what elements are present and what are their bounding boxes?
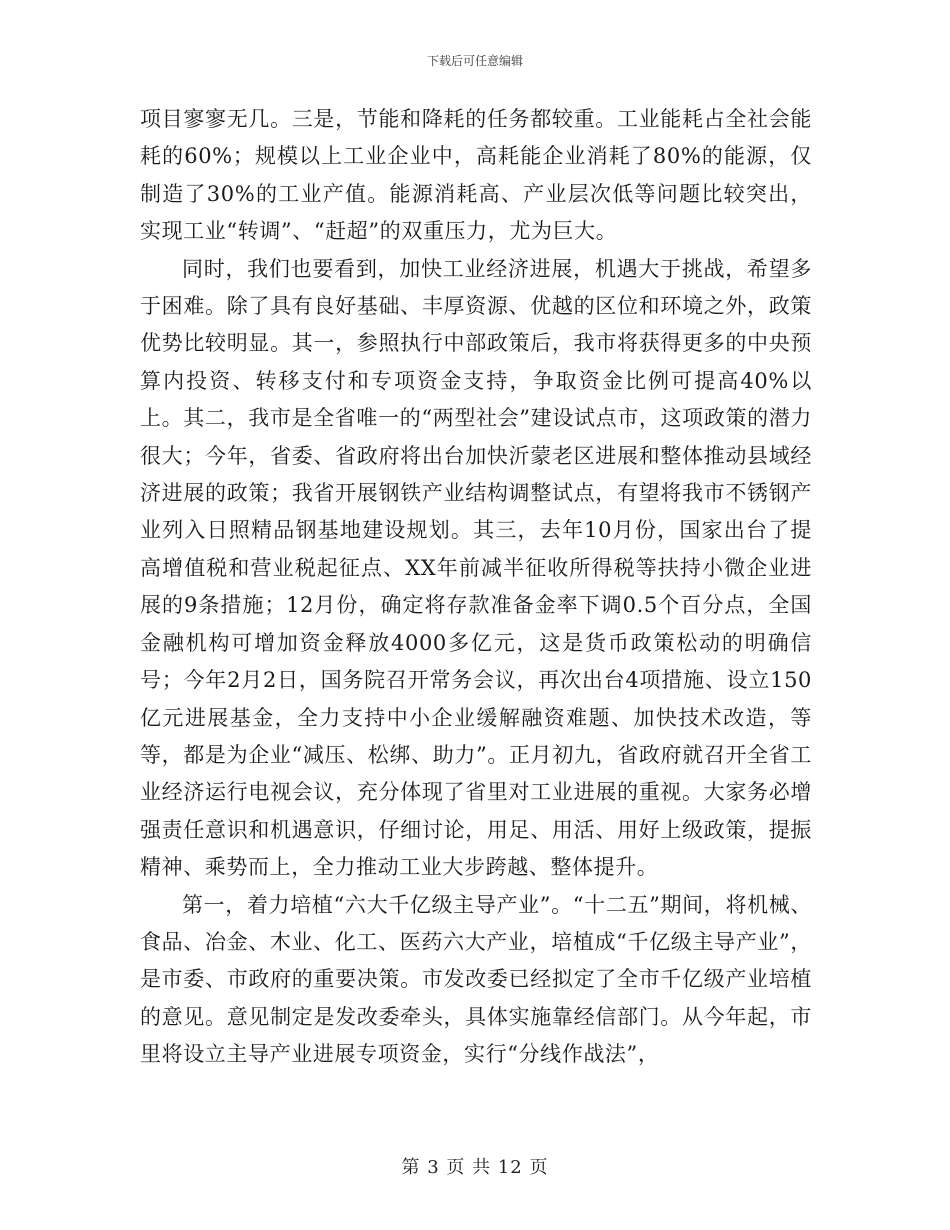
document-body — [140, 101, 812, 1074]
page-header-note: 下载后可任意编辑 — [426, 54, 523, 68]
paragraph-1: 项目寥寥无几。三是，节能和降耗的任务都较重。工业能耗占全社会能耗的60%；规模以上工业企业中，高耗能企业消耗了80%的能源，仅制造了30%的工业产值。能源消耗高、产业层次低等问题比较突出，实现工业“转调”、“赶超”的双重压力，尤为巨大。 — [140, 107, 812, 244]
paragraph-2: 同时，我们也要看到，加快工业经济进展，机遇大于挑战，希望多于困难。除了具有良好基础、丰厚资源、优越的区位和环境之外，政策优势比较明显。其一，参照执行中部政策后，我市将获得更多的中央预算内投资、转移支付和专项资金支持，争取资金比例可提高40%以上。其二，我市是全省唯一的“两型社会”建设试点市，这项政策的潜力很大；今年，省委、省政府将出台加快沂蒙老区进展和整体推动县域经济进展的政策；我省开展钢铁产业结构调整试点，有望将我市不锈钢产业列入日照精品钢基地建设规划。其三，去年10月份，国家出台了提高增值税和营业税起征点、XX年前减半征收所得税等扶持小微企业进展的9条措施；12月份，确定将存款准备金率下调0.5个百分点，全国金融机构可增加资金释放4000多亿元，这是货币政策松动的明确信号；今年2月2日，国务院召开常务会议，再次出台4项措施、设立150亿元进展基金，全力支持中小企业缓解融资难题、加快技术改造，等等，都是为企业“减压、松绑、助力”。正月初九，省政府就召开全省工业经济运行电视会议，充分体现了省里对工业进展的重视。大家务必增强责任意识和机遇意识，仔细讨论，用足、用活、用好上级政策，提振精神、乘势而上，全力推动工业大步跨越、整体提升。 — [140, 256, 812, 880]
paragraph-3: 第一，着力培植“六大千亿级主导产业”。“十二五”期间，将机械、食品、冶金、木业、化工、医药六大产业，培植成“千亿级主导产业”，是市委、市政府的重要决策。市发改委已经拟定了全市千亿级产业培植的意见。意见制定是发改委牵头，具体实施靠经信部门。从今年起，市里将设立主导产业进展专项资金，实行“分线作战法”， — [140, 892, 812, 1067]
page-number: 第 3 页 共 12 页 — [401, 1157, 549, 1178]
